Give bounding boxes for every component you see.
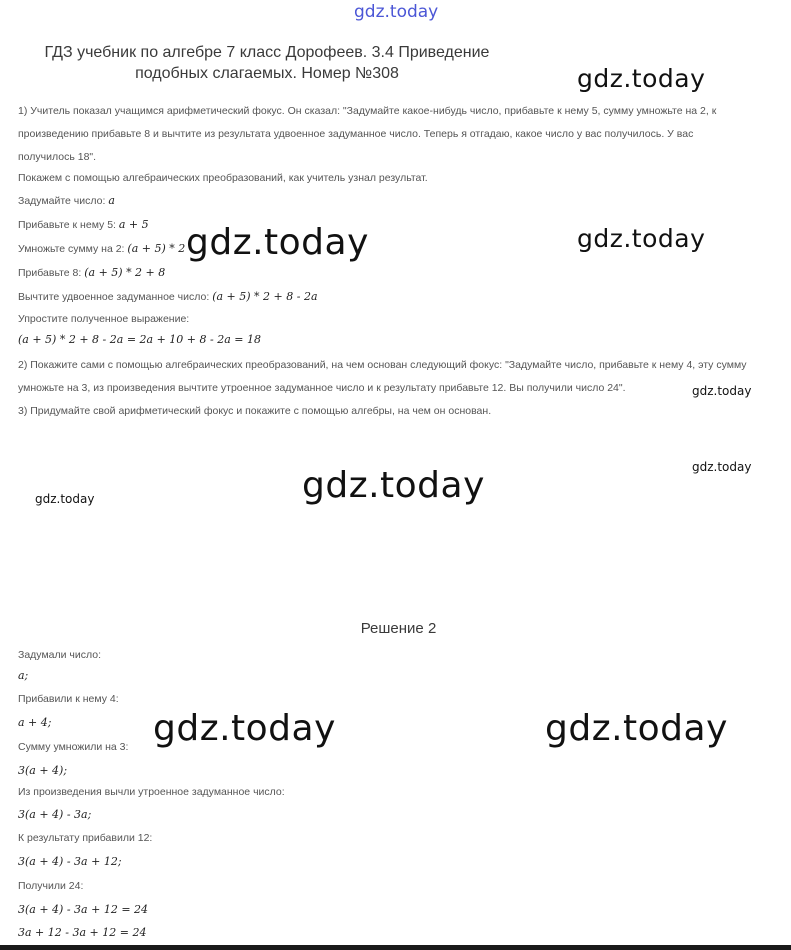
task-3: 3) Придумайте свой арифметический фокус и покажите с помощью алгебры, на чем он основан. [18, 405, 492, 417]
solution-label: К результату прибавили 12: [18, 832, 153, 844]
step-6-label: Упростите полученное выражение: [18, 313, 190, 325]
expression-text: 3(a + 4) - 3a; [18, 808, 92, 821]
bottom-bar [0, 945, 791, 950]
page-title [0, 42, 534, 84]
solution-expression [18, 926, 146, 939]
watermark: gdz.today [153, 708, 336, 749]
task-1-line-1: 1) Учитель показал учащимся арифметический фокус. Он сказал: "Задумайте какое-нибудь число, прибавьте к нему 5, сумму умножьте на 2, к [18, 105, 717, 117]
step-4 [18, 266, 165, 279]
step-expression: (a + 5) * 2 [127, 242, 186, 255]
watermark: gdz.today [186, 222, 369, 263]
step-2 [18, 218, 149, 231]
task-1-line-2: произведению прибавьте 8 и вычтите из результата удвоенное задуманное число. Теперь я отгадаю, какое число у вас получилось. У вас [18, 128, 694, 140]
solution-expression [18, 903, 148, 916]
watermark: gdz.today [577, 224, 706, 253]
solution-label: Получили 24: [18, 880, 84, 892]
task-2-line-2: умножьте на 3, из произведения вычтите утроенное задуманное число и к результату прибавьте 12. Вы получили число 24". [18, 382, 626, 394]
solution-label: Прибавили к нему 4: [18, 693, 119, 705]
solution-label: Сумму умножили на 3: [18, 741, 129, 753]
solution-expression [18, 764, 67, 777]
step-label: Прибавьте 8: [18, 267, 85, 279]
expression-text: 3(a + 4) - 3a + 12 = 24 [18, 903, 149, 916]
solution-label: Из произведения вычли утроенное задуманное число: [18, 786, 285, 798]
step-3 [18, 242, 185, 255]
watermark: gdz.today [545, 708, 728, 749]
step-label: Прибавьте к нему 5: [18, 219, 119, 231]
step-label: Вычтите удвоенное задуманное число: [18, 291, 213, 303]
step-expression: (a + 5) * 2 + 8 - 2a [212, 290, 318, 303]
watermark: gdz.today [302, 465, 485, 506]
step-label: Задумайте число: [18, 195, 109, 207]
watermark: gdz.today [692, 384, 752, 398]
solution-expression [18, 669, 28, 682]
solution-expression [18, 716, 51, 729]
title-line-1: ГДЗ учебник по алгебре 7 класс Дорофеев. 3.4 Приведение [44, 44, 490, 61]
expression-text: a + 4; [18, 716, 52, 729]
expression-text: 3a + 12 - 3a + 12 = 24 [18, 926, 147, 939]
task-1-show: Покажем с помощью алгебраических преобразований, как учитель узнал результат. [18, 172, 428, 184]
step-expression: (a + 5) * 2 + 8 [84, 266, 166, 279]
step-expression: (a + 5) * 2 + 8 - 2a = 2a + 10 + 8 - 2a = 18 [18, 333, 261, 346]
watermark-top: gdz.today [354, 2, 439, 22]
solution-label: Задумали число: [18, 649, 101, 661]
step-6-expression [18, 333, 261, 346]
watermark: gdz.today [577, 64, 706, 93]
step-1 [18, 194, 115, 207]
solution-expression [18, 855, 122, 868]
watermark: gdz.today [692, 460, 752, 474]
step-expression: a + 5 [118, 218, 149, 231]
expression-text: a; [18, 669, 29, 682]
step-5 [18, 290, 318, 303]
task-2-line-1: 2) Покажите сами с помощью алгебраических преобразований, на чем основан следующий фокус: "Задумайте число, прибавьте к нему 4, эту сумму [18, 359, 747, 371]
expression-text: 3(a + 4); [18, 764, 68, 777]
step-expression: a [108, 194, 115, 207]
task-1-line-3: получилось 18". [18, 151, 97, 163]
title-line-2: подобных слагаемых. Номер №308 [135, 65, 399, 82]
watermark: gdz.today [35, 492, 95, 506]
step-label: Умножьте сумму на 2: [18, 243, 128, 255]
solution-expression [18, 808, 91, 821]
expression-text: 3(a + 4) - 3a + 12; [18, 855, 122, 868]
solution-title: Решение 2 [360, 620, 437, 637]
